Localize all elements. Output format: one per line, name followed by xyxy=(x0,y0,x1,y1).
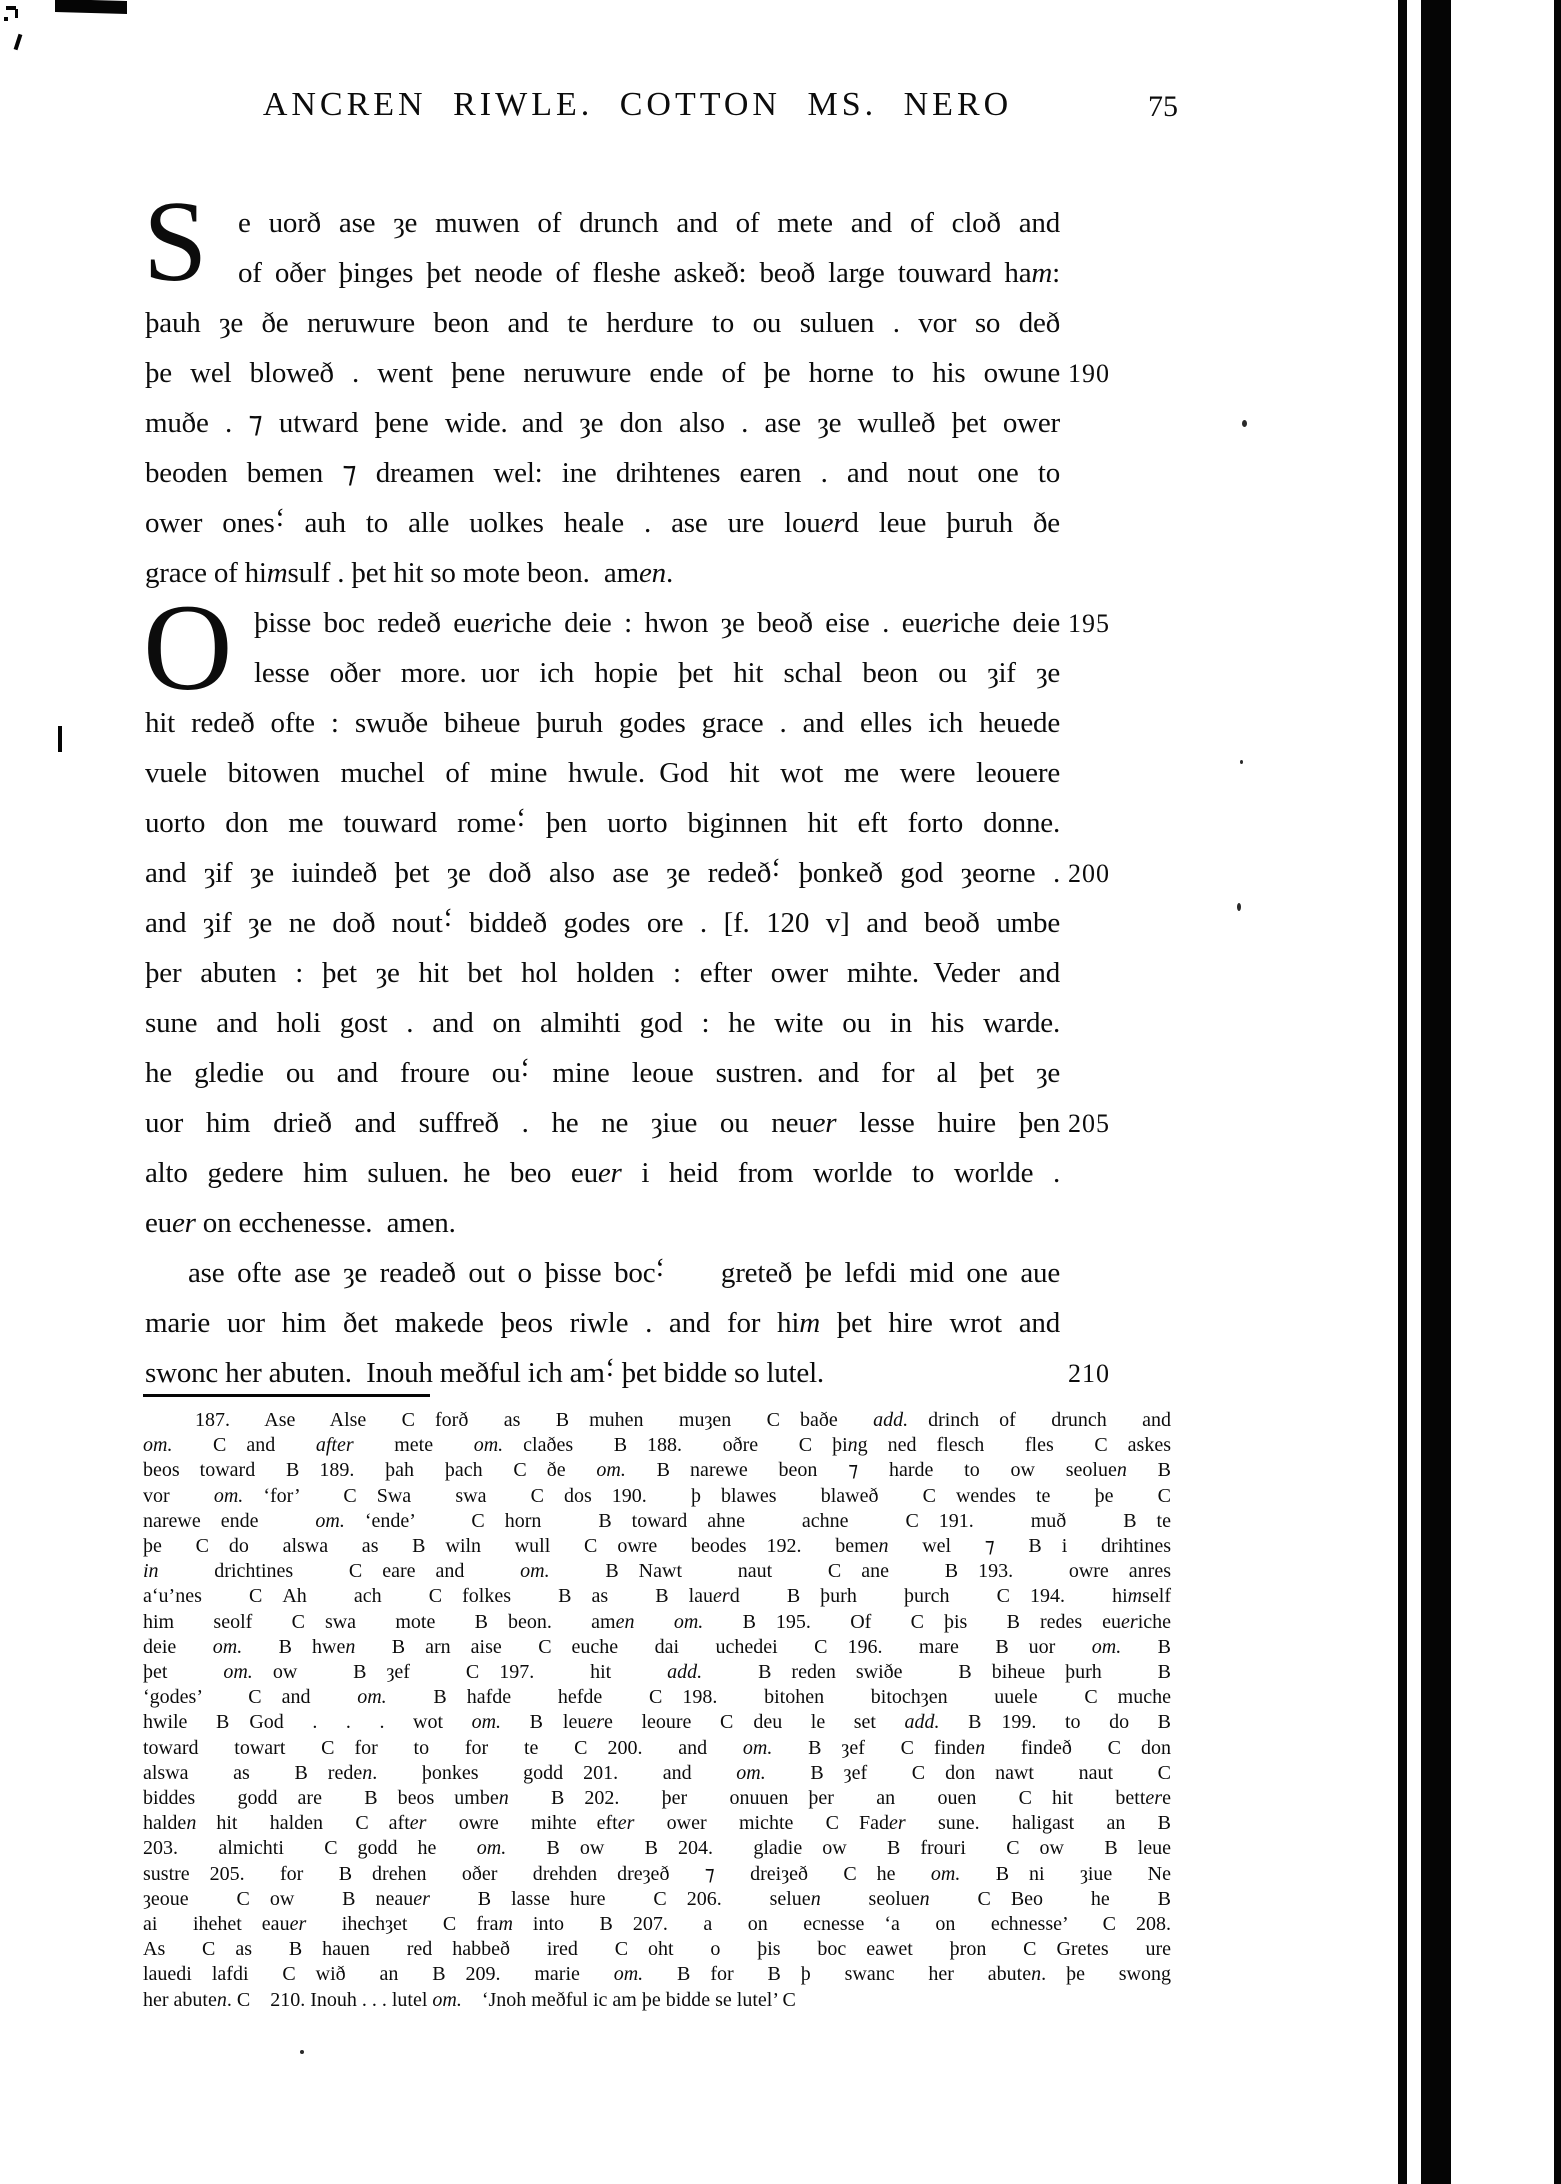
scan-artifact-gutter-bar xyxy=(1398,0,1407,2184)
text-line xyxy=(145,248,1060,298)
text-line xyxy=(145,848,1110,898)
paragraph-3 xyxy=(145,1248,1110,1398)
line-text: alto gedere him suluen. he beo euer i heid from worlde to worlde . xyxy=(145,1157,1060,1189)
line-text: þisse boc redeð eueriche deie : hwon ȝe beoð eise . eueriche deie xyxy=(254,607,1060,639)
text-line xyxy=(145,1098,1110,1148)
line-text: and ȝif ȝe ne doð nout; biddeð godes ore . [f. 120 v] and beoð umbe xyxy=(145,906,1060,939)
scan-artifact-left-tick xyxy=(58,726,62,752)
page-number: 75 xyxy=(1148,90,1178,123)
apparatus-line: deie om. B hwen B arn aise C euche dai uchedei C 196. mare B uor om. B xyxy=(143,1635,1172,1658)
apparatus-line: in drichtines C eare and om. B Nawt naut C ane B 193. owre anres xyxy=(143,1560,1171,1583)
text-line xyxy=(145,998,1060,1048)
text-line xyxy=(145,948,1060,998)
apparatus-line: ȝeoue C ow B neauer B lasse hure C 206. seluen seoluen C Beo he B xyxy=(143,1887,1171,1910)
scan-artifact-corner-mark xyxy=(14,34,23,50)
apparatus-line: 187. Ase Alse C forð as B muhen muȝen C baðe add. drinch of drunch and xyxy=(195,1409,1171,1431)
apparatus-line: ‘godes’ C and om. B hafde hefde C 198. bitohen bitochȝen uuele C muche xyxy=(143,1686,1171,1709)
text-line xyxy=(145,548,1060,598)
line-text: e uorð ase ȝe muwen of drunch and of mete and of cloð and xyxy=(238,207,1060,239)
line-text: þauh ȝe ðe neruwure beon and te herdure to ou suluen . vor so deð xyxy=(145,307,1060,339)
scan-artifact-top-wedge xyxy=(55,0,127,14)
margin-line-number: 210 xyxy=(1068,1359,1110,1388)
text-line xyxy=(145,648,1060,698)
line-text: and ȝif ȝe iuindeð þet ȝe doð also ase ȝe redeð; þonkeð god ȝeorne . xyxy=(145,856,1061,889)
text-line xyxy=(145,448,1060,498)
text-block xyxy=(143,178,1110,1398)
line-text: grace of himsulf . þet hit so mote beon. amen. xyxy=(145,557,674,589)
text-line xyxy=(145,1198,1060,1248)
text-line xyxy=(145,298,1060,348)
text-line xyxy=(145,598,1110,648)
line-text: muðe . ⁊ utward þene wide. and ȝe don also . ase ȝe wulleð þet ower xyxy=(145,407,1060,439)
scan-artifact-gutter-bar xyxy=(1554,0,1561,2184)
margin-line-number: 200 xyxy=(1068,859,1110,888)
dropcap-initial-s: S xyxy=(143,178,208,306)
text-line xyxy=(145,748,1060,798)
text-line xyxy=(145,898,1060,948)
apparatus-line: halden hit halden C after owre mihte efter ower michte C Fader sune. haligast an B xyxy=(143,1812,1171,1835)
apparatus-line: As C as B hauen red habbeð ired C oht o þis boc eawet þron C Gretes ure xyxy=(143,1938,1171,1961)
text-line xyxy=(145,1298,1060,1348)
apparatus-line: narewe ende om. ‘ende’ C horn B toward ahne achne C 191. muð B te xyxy=(143,1509,1171,1532)
line-text: ower ones; auh to alle uolkes heale . ase ure louerd leue þuruh ðe xyxy=(145,506,1060,539)
text-line xyxy=(145,1248,1060,1298)
line-text: euer on ecchenesse. amen. xyxy=(145,1207,456,1239)
apparatus-line: sustre 205. for B drehen oðer drehden dreȝeð ⁊ dreiȝeð C he om. B ni ȝiue Ne xyxy=(143,1862,1171,1885)
apparatus-line: þe C do alswa as B wiln wull C owre beodes 192. bemen wel ⁊ B i drihtines xyxy=(143,1535,1171,1558)
line-text: lesse oðer more. uor ich hopie þet hit schal beon ou ȝif ȝe xyxy=(254,657,1060,689)
margin-line-number: 205 xyxy=(1068,1109,1110,1138)
paragraph-1 xyxy=(143,178,1110,598)
apparatus-line: 203. almichti C godd he om. B ow B 204. gladie ow B frouri C ow B leue xyxy=(143,1837,1171,1860)
text-line xyxy=(145,698,1060,748)
line-text: hit redeð ofte : swuðe biheue þuruh godes grace . and elles ich heuede xyxy=(145,707,1060,739)
line-text: beoden bemen ⁊ dreamen wel: ine drihtenes earen . and nout one to xyxy=(145,457,1060,489)
scan-artifact-corner-mark xyxy=(4,17,8,21)
apparatus-line: hwile B God . . . wot om. B leuere leoure C deu le set add. B 199. to do B xyxy=(143,1711,1171,1734)
margin-line-number: 195 xyxy=(1068,609,1110,638)
line-text: ase ofte ase ȝe readeð out o þisse boc; greteð þe lefdi mid one aue xyxy=(188,1256,1060,1289)
scan-artifact-speck xyxy=(1240,760,1243,764)
footnote-rule xyxy=(143,1394,430,1397)
apparatus-line: beos toward B 189. þah þach C ðe om. B narewe beon ⁊ harde to ow seoluen B xyxy=(143,1459,1171,1482)
apparatus-line: alswa as B reden. þonkes godd 201. and om. B ȝef C don nawt naut C xyxy=(143,1761,1171,1784)
line-text: vuele bitowen muchel of mine hwule. God hit wot me were leouere xyxy=(145,757,1060,789)
line-text: þe wel bloweð . went þene neruwure ende of þe horne to his owune xyxy=(145,357,1060,389)
text-line xyxy=(145,1348,1110,1398)
line-text: sune and holi gost . and on almihti god : he wite ou in his warde. xyxy=(145,1007,1060,1039)
text-line xyxy=(145,198,1060,248)
apparatus-line: him seolf C swa mote B beon. amen om. B 195. Of C þis B redes eueriche xyxy=(143,1610,1172,1633)
scan-artifact-corner-mark xyxy=(15,9,18,18)
page-title: ANCREN RIWLE. COTTON MS. NERO xyxy=(262,86,1013,123)
text-line xyxy=(145,1148,1060,1198)
scan-artifact-speck xyxy=(1242,420,1247,427)
text-line xyxy=(145,798,1060,848)
text-line xyxy=(145,398,1060,448)
dropcap-initial-o: O xyxy=(143,579,233,716)
critical-apparatus xyxy=(143,1408,1171,2013)
apparatus-line: biddes godd are B beos umben B 202. þer onuuen þer an ouen C hit bettere xyxy=(143,1787,1171,1810)
line-text: of oðer þinges þet neode of fleshe askeð: beoð large touward ham: xyxy=(238,257,1060,289)
scan-artifact-speck xyxy=(1237,903,1241,911)
apparatus-line: a‘u’nes C Ah ach C folkes B as B lauerd B þurh þurch C 194. himself xyxy=(143,1585,1171,1608)
line-text: he gledie ou and froure ou; mine leoue sustren. and for al þet ȝe xyxy=(145,1056,1061,1089)
text-line xyxy=(145,498,1060,548)
apparatus-line: þet om. ow B ȝef C 197. hit add. B reden swiðe B biheue þurh B xyxy=(143,1661,1171,1684)
scan-artifact-gutter-bar xyxy=(1421,0,1451,2184)
apparatus-line: her abuten. C 210. Inouh . . . lutel om. ‘Jnoh meðful ic am þe bidde se lutel’ C xyxy=(143,1988,796,2011)
running-head xyxy=(145,86,1178,124)
line-text: þer abuten : þet ȝe hit bet hol holden : efter ower mihte. Veder and xyxy=(145,957,1060,989)
apparatus-line: ai ihehet eauer ihechȝet C fram into B 207. a on ecnesse ‘a on echnesse’ C 208. xyxy=(143,1913,1172,1936)
paragraph-2 xyxy=(143,579,1110,1248)
text-line xyxy=(145,1048,1060,1098)
line-text: uor him drieð and suffreð . he ne ȝiue ou neuer lesse huire þen xyxy=(145,1107,1060,1139)
line-text: uorto don me touward rome; þen uorto biginnen hit eft forto donne. xyxy=(145,806,1060,839)
line-text: swonc her abuten. Inouh meðful ich am; þet bidde so lutel. xyxy=(145,1356,824,1389)
line-text: marie uor him ðet makede þeos riwle . and for him þet hire wrot and xyxy=(145,1307,1060,1339)
apparatus-line: om. C and after mete om. claðes B 188. oðre C þing ned flesch fles C askes xyxy=(143,1434,1172,1457)
apparatus-line: toward towart C for to for te C 200. and om. B ȝef C finden findeð C don xyxy=(143,1736,1172,1759)
apparatus-line: lauedi lafdi C wið an B 209. marie om. B for B þ swanc her abuten. þe swong xyxy=(143,1963,1171,1986)
margin-line-number: 190 xyxy=(1068,359,1110,388)
text-line xyxy=(145,348,1110,398)
scan-artifact-speck xyxy=(300,2050,304,2054)
apparatus-line: vor om. ‘for’ C Swa swa C dos 190. þ blawes blaweð C wendes te þe C xyxy=(143,1484,1171,1507)
